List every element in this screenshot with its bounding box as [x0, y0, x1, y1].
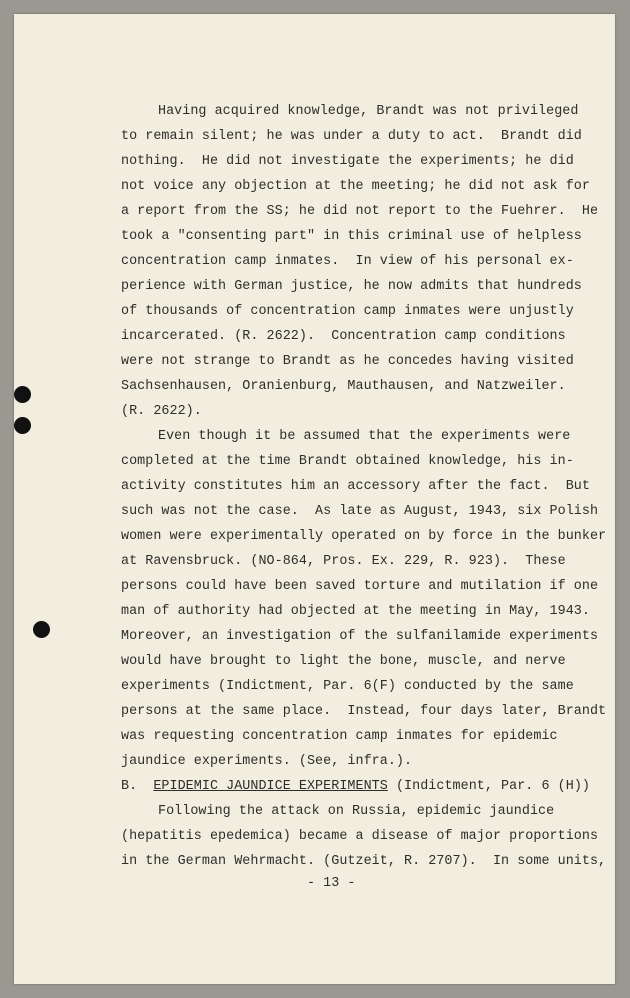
text-line: a report from the SS; he did not report to the Fuehrer. He	[121, 204, 599, 219]
text-line: activity constitutes him an accessory after the fact. But	[121, 479, 590, 494]
page-number: - 13 -	[307, 876, 356, 891]
text-line: Moreover, an investigation of the sulfanilamide experiments	[121, 629, 599, 644]
text-line: nothing. He did not investigate the experiments; he did	[121, 154, 574, 169]
text-line: of thousands of concentration camp inmates were unjustly	[121, 304, 574, 319]
text-line: concentration camp inmates. In view of his personal ex-	[121, 254, 574, 269]
text-line: (hepatitis epedemica) became a disease of major proportions	[121, 829, 599, 844]
section-heading: EPIDEMIC JAUNDICE EXPERIMENTS	[153, 779, 388, 794]
text-line: Even though it be assumed that the experiments were	[158, 429, 571, 444]
text-line: to remain silent; he was under a duty to act. Brandt did	[121, 129, 582, 144]
section-letter: B.	[121, 779, 138, 794]
text-line: jaundice experiments. (See, infra.).	[121, 754, 413, 769]
punch-hole	[14, 417, 31, 434]
text-line: was requesting concentration camp inmates for epidemic	[121, 729, 558, 744]
section-reference: (Indictment, Par. 6 (H))	[395, 779, 590, 794]
text-line: persons at the same place. Instead, four days later, Brandt	[121, 704, 607, 719]
text-line: experiments (Indictment, Par. 6(F) conducted by the same	[121, 679, 574, 694]
text-line: completed at the time Brandt obtained knowledge, his in-	[121, 454, 574, 469]
text-line: Sachsenhausen, Oranienburg, Mauthausen, and Natzweiler.	[121, 379, 566, 394]
section-heading-line	[121, 779, 590, 795]
text-line: man of authority had objected at the meeting in May, 1943.	[121, 604, 590, 619]
text-line: Following the attack on Russia, epidemic jaundice	[158, 804, 555, 819]
text-line: were not strange to Brandt as he concedes having visited	[121, 354, 574, 369]
text-line: (R. 2622).	[121, 404, 202, 419]
text-line: took a "consenting part" in this criminal use of helpless	[121, 229, 582, 244]
text-line: perience with German justice, he now admits that hundreds	[121, 279, 582, 294]
punch-hole	[33, 621, 50, 638]
text-line: incarcerated. (R. 2622). Concentration camp conditions	[121, 329, 566, 344]
text-line: persons could have been saved torture and mutilation if one	[121, 579, 599, 594]
text-line: Having acquired knowledge, Brandt was not privileged	[158, 104, 579, 119]
text-line: in the German Wehrmacht. (Gutzeit, R. 2707). In some units,	[121, 854, 607, 869]
text-line: such was not the case. As late as August, 1943, six Polish	[121, 504, 599, 519]
text-line: at Ravensbruck. (NO-864, Pros. Ex. 229, R. 923). These	[121, 554, 566, 569]
text-line: would have brought to light the bone, muscle, and nerve	[121, 654, 566, 669]
text-line: not voice any objection at the meeting; he did not ask for	[121, 179, 590, 194]
punch-hole	[14, 386, 31, 403]
text-line: women were experimentally operated on by force in the bunker	[121, 529, 607, 544]
